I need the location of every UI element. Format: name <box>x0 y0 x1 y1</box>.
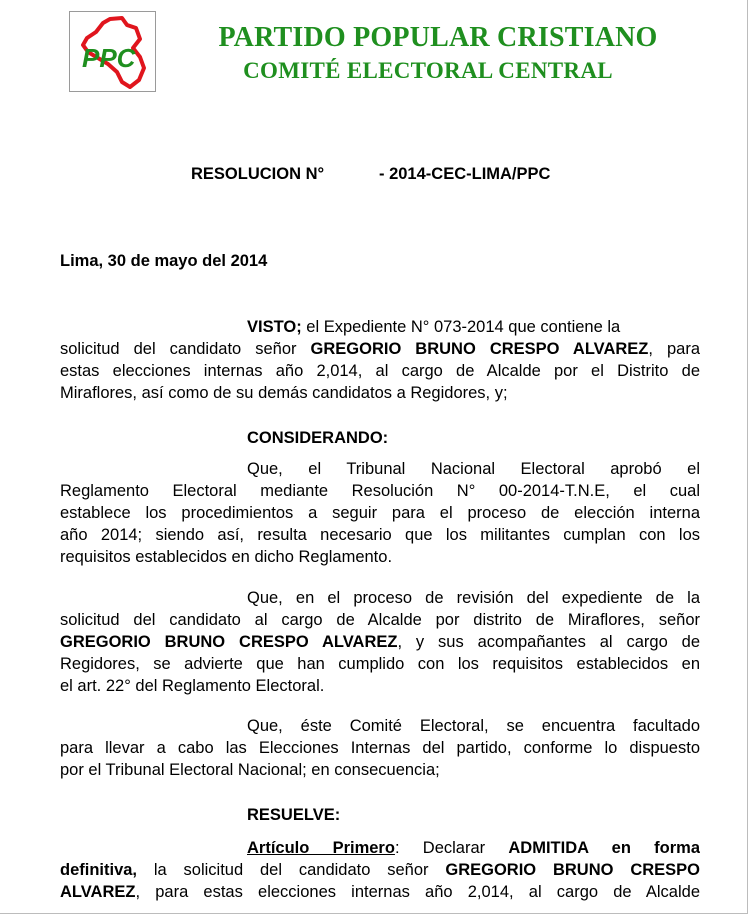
resuelve-paragraph: Artículo Primero: Declarar ADMITIDA en forma definitiva, la solicitud del candidato señor GREGORIO BRUNO CRESPO ALVAREZ, para estas elecciones internas año 2,014, al cargo de Alcalde <box>60 839 700 901</box>
considerando-heading: CONSIDERANDO: <box>247 429 389 447</box>
resolution-number: - 2014-CEC-LIMA/PPC <box>379 165 551 183</box>
logo-text: PPC <box>82 43 136 73</box>
committee-name: COMITÉ ELECTORAL CENTRAL <box>243 58 613 83</box>
article-label: Artículo Primero <box>247 839 395 857</box>
visto-paragraph: VISTO; el Expediente N° 073-2014 que contiene la solicitud del candidato señor GREGORIO BRUNO CRESPO ALVAREZ, para estas elecciones internas año 2,014, al cargo de Alcalde por el Distrito de Miraflores, así como de su demás candidatos a Regidores, y; <box>60 318 700 402</box>
peru-map-icon <box>70 12 157 93</box>
document-date: Lima, 30 de mayo del 2014 <box>60 252 268 270</box>
visto-label: VISTO; <box>247 318 302 336</box>
considerando-paragraph-2: Que, en el proceso de revisión del expediente de la solicitud del candidato al cargo de Alcalde por distrito de Miraflores, señor GREGORIO BRUNO CRESPO ALVAREZ, y sus acompañantes al cargo de Regidores, se advierte que han cumplido con los requisitos establecidos en el art. 22° del Reglamento Electoral. <box>60 589 700 695</box>
considerando-paragraph-1: Que, el Tribunal Nacional Electoral aprobó el Reglamento Electoral mediante Resolución N° 00-2014-T.N.E, el cual establece los procedimientos a seguir para el proceso de elección interna año 2014; siendo así, resulta necesario que los militantes cumplan con los requisitos establecidos en dicho Reglamento. <box>60 460 700 566</box>
resuelve-heading: RESUELVE: <box>247 806 341 824</box>
party-name: PARTIDO POPULAR CRISTIANO <box>218 22 658 53</box>
candidate-name: GREGORIO BRUNO CRESPO ALVAREZ <box>310 340 649 358</box>
candidate-name: GREGORIO BRUNO CRESPO <box>445 861 700 879</box>
ppc-logo <box>69 11 156 92</box>
considerando-paragraph-3: Que, éste Comité Electoral, se encuentra facultado para llevar a cabo las Elecciones Internas del partido, conforme lo dispuesto por el Tribunal Electoral Nacional; en consecuencia; <box>60 717 700 779</box>
resolution-label: RESOLUCION N° <box>191 165 325 183</box>
candidate-name: GREGORIO BRUNO CRESPO ALVAREZ <box>60 633 398 651</box>
